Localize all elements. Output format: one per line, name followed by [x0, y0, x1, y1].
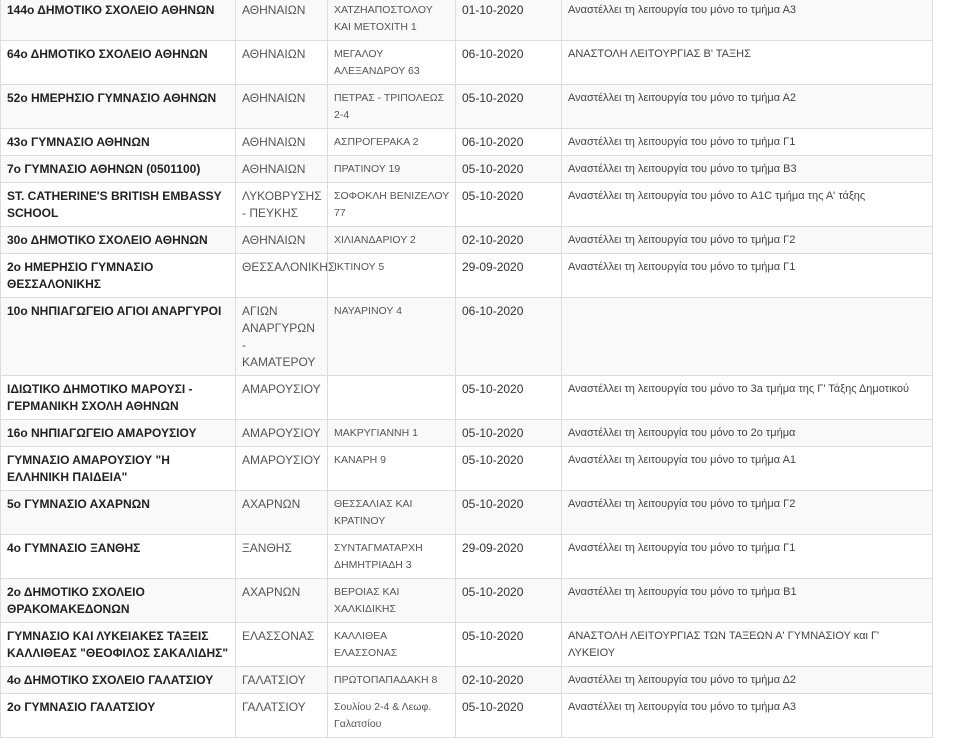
address-cell: ΚΑΝΑΡΗ 9 — [328, 447, 456, 491]
date-cell: 06-10-2020 — [456, 41, 562, 85]
address-cell: ΧΑΤΖΗΑΠΟΣΤΟΛΟΥ ΚΑΙ ΜΕΤΟΧΙΤΗ 1 — [328, 0, 456, 41]
date-cell: 05-10-2020 — [456, 491, 562, 535]
date-cell: 05-10-2020 — [456, 447, 562, 491]
table-row — [1, 447, 933, 491]
note-cell: ΑΝΑΣΤΟΛΗ ΛΕΙΤΟΥΡΓΙΑΣ ΤΩΝ ΤΑΞΕΩΝ Α' ΓΥΜΝΑΣΙΟΥ και Γ' ΛΥΚΕΙΟΥ — [562, 623, 933, 667]
municipality-cell: ΑΜΑΡΟΥΣΙΟΥ — [236, 376, 328, 420]
note-cell: Αναστέλλει τη λειτουργία του μόνο το τμήμα Β3 — [562, 156, 933, 183]
address-cell: ΝΑΥΑΡΙΝΟΥ 4 — [328, 298, 456, 376]
date-cell: 29-09-2020 — [456, 254, 562, 298]
note-cell: Αναστέλλει τη λειτουργία του μόνο το τμήμα Γ2 — [562, 227, 933, 254]
school-name-cell: 2ο ΓΥΜΝΑΣΙΟ ΓΑΛΑΤΣΙΟΥ — [1, 694, 236, 738]
date-cell: 05-10-2020 — [456, 156, 562, 183]
municipality-cell: ΑΘΗΝΑΙΩΝ — [236, 129, 328, 156]
municipality-cell: ΑΘΗΝΑΙΩΝ — [236, 41, 328, 85]
municipality-cell: ΛΥΚΟΒΡΥΣΗΣ - ΠΕΥΚΗΣ — [236, 183, 328, 227]
table-row — [1, 41, 933, 85]
address-cell: ΜΑΚΡΥΓΙΑΝΝΗ 1 — [328, 420, 456, 447]
municipality-cell: ΑΧΑΡΝΩΝ — [236, 579, 328, 623]
address-cell: ΜΕΓΑΛΟΥ ΑΛΕΞΑΝΔΡΟΥ 63 — [328, 41, 456, 85]
address-cell: ΙΚΤΙΝΟΥ 5 — [328, 254, 456, 298]
table-row — [1, 129, 933, 156]
note-cell: Αναστέλλει τη λειτουργία του μόνο το A1C τμήμα της Α' τάξης — [562, 183, 933, 227]
municipality-cell: ΓΑΛΑΤΣΙΟΥ — [236, 667, 328, 694]
date-cell: 05-10-2020 — [456, 376, 562, 420]
note-cell: Αναστέλλει τη λειτουργία του μόνο το τμήμα Β1 — [562, 579, 933, 623]
note-cell: Αναστέλλει τη λειτουργία του μόνο το τμήμα Γ2 — [562, 491, 933, 535]
school-name-cell: 144ο ΔΗΜΟΤΙΚΟ ΣΧΟΛΕΙΟ ΑΘΗΝΩΝ — [1, 0, 236, 41]
note-cell: Αναστέλλει τη λειτουργία του μόνο το τμήμα Γ1 — [562, 535, 933, 579]
table-row — [1, 254, 933, 298]
school-name-cell: 2ο ΗΜΕΡΗΣΙΟ ΓΥΜΝΑΣΙΟ ΘΕΣΣΑΛΟΝΙΚΗΣ — [1, 254, 236, 298]
table-row — [1, 579, 933, 623]
date-cell: 02-10-2020 — [456, 227, 562, 254]
note-cell: Αναστέλλει τη λειτουργία του μόνο το τμήμα Γ1 — [562, 254, 933, 298]
school-name-cell: ST. CATHERINE'S BRITISH EMBASSY SCHOOL — [1, 183, 236, 227]
table-row — [1, 156, 933, 183]
date-cell: 01-10-2020 — [456, 0, 562, 41]
note-cell: Αναστέλλει τη λειτουργία του μόνο το 3a τμήμα της Γ' Τάξης Δημοτικού — [562, 376, 933, 420]
municipality-cell: ΑΜΑΡΟΥΣΙΟΥ — [236, 420, 328, 447]
school-name-cell: 10ο ΝΗΠΙΑΓΩΓΕΙΟ ΑΓΙΟΙ ΑΝΑΡΓΥΡΟΙ — [1, 298, 236, 376]
note-cell — [562, 298, 933, 376]
table-row — [1, 298, 933, 376]
school-name-cell: ΙΔΙΩΤΙΚΟ ΔΗΜΟΤΙΚΟ ΜΑΡΟΥΣΙ - ΓΕΡΜΑΝΙΚΗ ΣΧΟΛΗ ΑΘΗΝΩΝ — [1, 376, 236, 420]
table-row — [1, 694, 933, 738]
address-cell: ΠΕΤΡΑΣ - ΤΡΙΠΟΛΕΩΣ 2-4 — [328, 85, 456, 129]
school-name-cell: 64ο ΔΗΜΟΤΙΚΟ ΣΧΟΛΕΙΟ ΑΘΗΝΩΝ — [1, 41, 236, 85]
date-cell: 29-09-2020 — [456, 535, 562, 579]
table-body — [1, 0, 933, 738]
table-row — [1, 491, 933, 535]
address-cell: ΑΣΠΡΟΓΕΡΑΚΑ 2 — [328, 129, 456, 156]
note-cell: ΑΝΑΣΤΟΛΗ ΛΕΙΤΟΥΡΓΙΑΣ Β' ΤΑΞΗΣ — [562, 41, 933, 85]
note-cell: Αναστέλλει τη λειτουργία του μόνο το 2ο τμήμα — [562, 420, 933, 447]
date-cell: 05-10-2020 — [456, 623, 562, 667]
address-cell: ΠΡΑΤΙΝΟΥ 19 — [328, 156, 456, 183]
note-cell: Αναστέλλει τη λειτουργία του μόνο το τμήμα Α1 — [562, 447, 933, 491]
municipality-cell: ΑΘΗΝΑΙΩΝ — [236, 85, 328, 129]
date-cell: 02-10-2020 — [456, 667, 562, 694]
table-row — [1, 376, 933, 420]
school-name-cell: 7ο ΓΥΜΝΑΣΙΟ ΑΘΗΝΩΝ (0501100) — [1, 156, 236, 183]
school-name-cell: 52ο ΗΜΕΡΗΣΙΟ ΓΥΜΝΑΣΙΟ ΑΘΗΝΩΝ — [1, 85, 236, 129]
school-name-cell: 16ο ΝΗΠΙΑΓΩΓΕΙΟ ΑΜΑΡΟΥΣΙΟΥ — [1, 420, 236, 447]
table-row — [1, 535, 933, 579]
note-cell: Αναστέλλει τη λειτουργία του μόνο το τμήμα Α2 — [562, 85, 933, 129]
table-row — [1, 667, 933, 694]
municipality-cell: ΑΘΗΝΑΙΩΝ — [236, 227, 328, 254]
address-cell — [328, 376, 456, 420]
municipality-cell: ΕΛΑΣΣΟΝΑΣ — [236, 623, 328, 667]
municipality-cell: ΑΜΑΡΟΥΣΙΟΥ — [236, 447, 328, 491]
school-name-cell: 4ο ΔΗΜΟΤΙΚΟ ΣΧΟΛΕΙΟ ΓΑΛΑΤΣΙΟΥ — [1, 667, 236, 694]
municipality-cell: ΑΧΑΡΝΩΝ — [236, 491, 328, 535]
address-cell: ΣΟΦΟΚΛΗ ΒΕΝΙΖΕΛΟΥ 77 — [328, 183, 456, 227]
note-cell: Αναστέλλει τη λειτουργία του μόνο το τμήμα Α3 — [562, 694, 933, 738]
date-cell: 05-10-2020 — [456, 579, 562, 623]
table-row — [1, 0, 933, 41]
school-name-cell: ΓΥΜΝΑΣΙΟ ΑΜΑΡΟΥΣΙΟΥ "Η ΕΛΛΗΝΙΚΗ ΠΑΙΔΕΙΑ" — [1, 447, 236, 491]
address-cell: ΣΥΝΤΑΓΜΑΤΑΡΧΗ ΔΗΜΗΤΡΙΑΔΗ 3 — [328, 535, 456, 579]
date-cell: 05-10-2020 — [456, 85, 562, 129]
note-cell: Αναστέλλει τη λειτουργία του μόνο το τμήμα Δ2 — [562, 667, 933, 694]
note-cell: Αναστέλλει τη λειτουργία του μόνο το τμήμα Α3 — [562, 0, 933, 41]
address-cell: ΧΙΛΙΑΝΔΑΡΙΟΥ 2 — [328, 227, 456, 254]
municipality-cell: ΘΕΣΣΑΛΟΝΙΚΗΣ — [236, 254, 328, 298]
table-row — [1, 85, 933, 129]
table-row — [1, 183, 933, 227]
address-cell: ΚΑΛΛΙΘΕΑ ΕΛΑΣΣΟΝΑΣ — [328, 623, 456, 667]
school-name-cell: 30ο ΔΗΜΟΤΙΚΟ ΣΧΟΛΕΙΟ ΑΘΗΝΩΝ — [1, 227, 236, 254]
municipality-cell: ΞΑΝΘΗΣ — [236, 535, 328, 579]
date-cell: 05-10-2020 — [456, 183, 562, 227]
address-cell: ΒΕΡΟΙΑΣ ΚΑΙ ΧΑΛΚΙΔΙΚΗΣ — [328, 579, 456, 623]
address-cell: ΘΕΣΣΑΛΙΑΣ ΚΑΙ ΚΡΑΤΙΝΟΥ — [328, 491, 456, 535]
date-cell: 05-10-2020 — [456, 694, 562, 738]
school-name-cell: 2ο ΔΗΜΟΤΙΚΟ ΣΧΟΛΕΙΟ ΘΡΑΚΟΜΑΚΕΔΟΝΩΝ — [1, 579, 236, 623]
address-cell: ΠΡΩΤΟΠΑΠΑΔΑΚΗ 8 — [328, 667, 456, 694]
municipality-cell: ΑΓΙΩΝ ΑΝΑΡΓΥΡΩΝ - ΚΑΜΑΤΕΡΟΥ — [236, 298, 328, 376]
table-row — [1, 420, 933, 447]
municipality-cell: ΑΘΗΝΑΙΩΝ — [236, 156, 328, 183]
date-cell: 06-10-2020 — [456, 129, 562, 156]
date-cell: 06-10-2020 — [456, 298, 562, 376]
table-row — [1, 227, 933, 254]
address-cell: Σουλίου 2-4 & Λεωφ. Γαλατσίου — [328, 694, 456, 738]
note-cell: Αναστέλλει τη λειτουργία του μόνο το τμήμα Γ1 — [562, 129, 933, 156]
municipality-cell: ΓΑΛΑΤΣΙΟΥ — [236, 694, 328, 738]
school-name-cell: ΓΥΜΝΑΣΙΟ ΚΑΙ ΛΥΚΕΙΑΚΕΣ ΤΑΞΕΙΣ ΚΑΛΛΙΘΕΑΣ "ΘΕΟΦΙΛΟΣ ΣΑΚΑΛΙΔΗΣ" — [1, 623, 236, 667]
municipality-cell: ΑΘΗΝΑΙΩΝ — [236, 0, 328, 41]
school-name-cell: 43ο ΓΥΜΝΑΣΙΟ ΑΘΗΝΩΝ — [1, 129, 236, 156]
school-name-cell: 4ο ΓΥΜΝΑΣΙΟ ΞΑΝΘΗΣ — [1, 535, 236, 579]
date-cell: 05-10-2020 — [456, 420, 562, 447]
table-row — [1, 623, 933, 667]
school-name-cell: 5ο ΓΥΜΝΑΣΙΟ ΑΧΑΡΝΩΝ — [1, 491, 236, 535]
